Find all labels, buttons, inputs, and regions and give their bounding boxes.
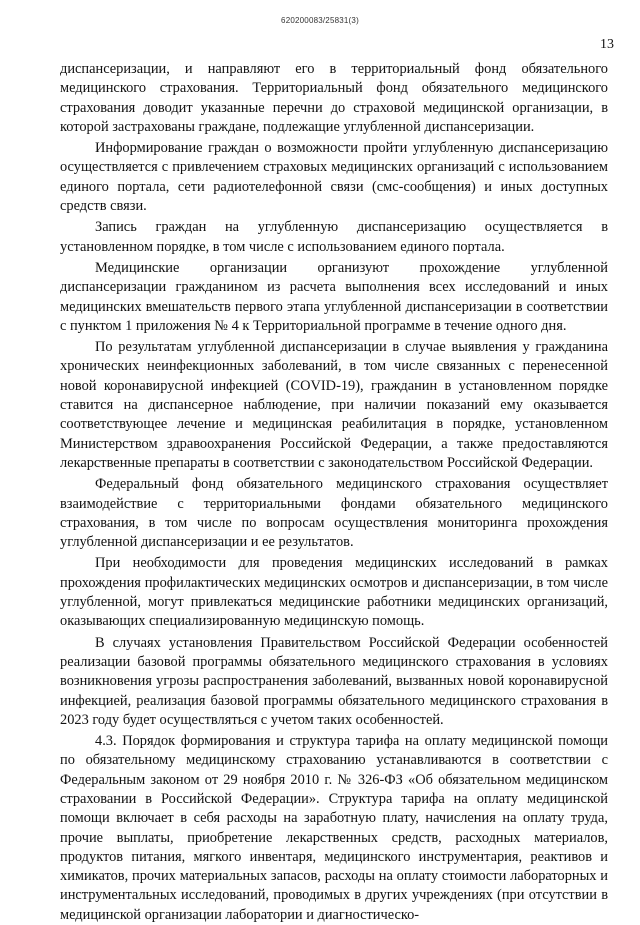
paragraph: В случаях установления Правительством Российской Федерации особенностей реализации базовой программы обязательного медицинского страхования в условиях возникновения угрозы распространения заболеваний, вызванных новой коронавирусной инфекцией, реализация базовой программы обязательного медицинского страхования в 2023 году будет осуществляться с учетом таких особенностей. <box>60 634 608 728</box>
paragraph: диспансеризации, и направляют его в территориальный фонд обязательного медицинского страхования. Территориальный фонд обязательного медицинского страхования доводит указанные перечни до страховой медицинской организации, в которой застрахованы граждане, подлежащие углубленной диспансеризации. <box>60 61 608 135</box>
paragraph: Запись граждан на углубленную диспансеризацию осуществляется в установленном порядке, в том числе с использованием единого портала. <box>60 219 608 255</box>
paragraph: Медицинские организации организуют прохождение углубленной диспансеризации гражданином из расчета выполнения всех исследований и иных медицинских вмешательств первого этапа углубленной диспансеризации в соответствии с пунктом 1 приложения № 4 к Территориальной программе в течение одного дня. <box>60 259 608 334</box>
document-id: 620200083/25831(3) <box>281 16 359 25</box>
body-text <box>60 60 608 925</box>
paragraph: 4.3. Порядок формирования и структура тарифа на оплату медицинской помощи по обязательному медицинскому страхованию устанавливаются в соответствии с Федеральным законом от 29 ноября 2010 г. № 326-ФЗ «Об обязательном медицинском страховании в Российской Федерации». Структура тарифа на оплату медицинской помощи включает в себя расходы на заработную плату, начисления на оплату труда, прочие выплаты, приобретение лекарственных средств, расходных материалов, продуктов питания, мягкого инвентаря, медицинского инструментария, реактивов и химикатов, прочих материальных запасов, расходы на оплату стоимости лабораторных и инструментальных исследований, проводимых в других учреждениях (при отсутствии в медицинской организации лаборатории и диагностическо- <box>60 733 608 923</box>
paragraph: При необходимости для проведения медицинских исследований в рамках прохождения профилактических медицинских осмотров и диспансеризации, в том числе углубленной, могут привлекаться медицинские работники медицинских организаций, оказывающих специализированную медицинскую помощь. <box>60 555 608 630</box>
page-number: 13 <box>600 37 614 52</box>
paragraph: По результатам углубленной диспансеризации в случае выявления у гражданина хронических неинфекционных заболеваний, в том числе связанных с перенесенной новой коронавирусной инфекцией (COVID-19), гражданин в установленном порядке ставится на диспансерное наблюдение, при наличии показаний ему оказывается соответствующее лечение и медицинская реабилитация в порядке, установленном Министерством здравоохранения Российской Федерации, а также предоставляются лекарственные препараты в соответствии с законодательством Российской Федерации. <box>60 339 608 471</box>
paragraph: Федеральный фонд обязательного медицинского страхования осуществляет взаимодействие с территориальными фондами обязательного медицинского страхования, в том числе по вопросам осуществления мониторинга прохождения углубленной диспансеризации и ее результатов. <box>60 476 608 551</box>
paragraph: Информирование граждан о возможности пройти углубленную диспансеризацию осуществляется с привлечением страховых медицинских организаций с использованием единого портала, сети радиотелефонной связи (смс-сообщения) и иных доступных средств связи. <box>60 140 608 215</box>
